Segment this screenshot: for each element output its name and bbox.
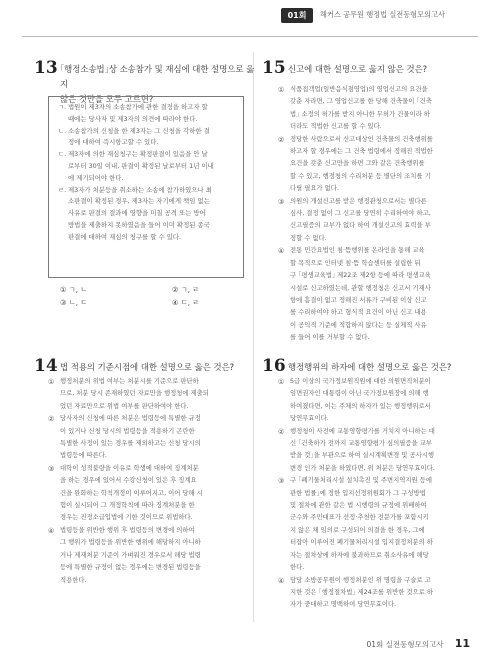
choice-2[interactable]: ② ㄱ, ㄹ — [172, 285, 200, 294]
option-text — [60, 413, 246, 463]
option-line: 법｣ 소정의 허가를 받지 아니한 무허가 건물이라 하 — [290, 110, 430, 118]
option-line: 하고자 할 경우에는 그 건축 법령에서 정해진 적법한 — [290, 148, 433, 156]
option-marker: ② — [48, 415, 55, 424]
option-line: 임면권자인 대통령이 아닌 국가정보원장에 의해 행 — [290, 390, 429, 398]
option-line: 항에 흠결이 없고 정해진 서류가 구비된 이상 신고 — [290, 296, 427, 304]
question-stem: 법 적용의 기준시점에 대한 설명으로 옳은 것은? — [60, 362, 235, 372]
option-text — [60, 525, 246, 587]
option-line: 정할 수 없다. — [290, 234, 327, 242]
answer-option-1[interactable] — [278, 376, 476, 426]
option-line: 신고필증의 교부가 없다 하여 개설신고의 효력을 부 — [290, 222, 431, 230]
option-line: 터잡아 이루어진 폐기물처리시설 입지결정처분의 하 — [290, 539, 433, 547]
answer-option-2[interactable] — [278, 426, 476, 476]
question-14 — [34, 358, 246, 378]
option-line: 거나 제재처분 기준이 가벼워진 경우로서 해당 법령 — [60, 551, 201, 559]
statement-line: 로부터 30일 이내, 판결이 확정된 날로부터 1년 이내 — [68, 161, 214, 170]
option-text — [290, 426, 476, 476]
statement-marker: ㄱ. — [58, 103, 67, 111]
option-marker: ① — [278, 378, 285, 386]
answer-options — [278, 376, 476, 612]
answer-option-4[interactable] — [48, 525, 246, 587]
option-line: 할 목적으로 인터넷 침·뜸 학습센터를 설립한 뒤 — [290, 259, 421, 267]
option-marker: ② — [278, 135, 285, 144]
option-line: 를 수리하여야 하고 형식적 요건이 아닌 신고 내용 — [290, 309, 427, 317]
statement-text — [68, 185, 212, 244]
statement-line: 방법을 제출하지 못하였음을 들어 이미 확정된 종국 — [68, 220, 210, 229]
option-marker: ④ — [278, 247, 285, 256]
option-line: 신 ｢건축하가 전까지 교통영향평가 심의필증을 교부 — [290, 440, 432, 448]
statement-marker: ㄴ. — [58, 126, 67, 135]
option-text — [290, 575, 476, 612]
option-line: 건을 완화하는 학칙개정이 이루어지고, 이어 당해 시 — [60, 489, 203, 497]
question-15 — [262, 60, 482, 80]
option-line: 경우는 진정소급입법에 기한 것이므로 위법하다. — [60, 514, 193, 522]
option-line: 의원의 개설신고를 받은 행정관청으로서는 별다른 — [290, 197, 427, 205]
statement-line: 소송참가의 신청을 한 제3자는 그 신청을 각하한 결 — [68, 126, 210, 135]
option-text — [60, 376, 246, 413]
option-line: 를 들어 이를 거부할 수 없다. — [290, 334, 370, 342]
option-line: 군수와 주민대표가 선정·추천한 전문가를 포함시키 — [290, 514, 429, 522]
answer-option-3[interactable] — [278, 196, 476, 246]
option-line: 자가 중대하고 명백하여 당연무효이다. — [290, 601, 397, 609]
option-line: 할 수 있고, 행정청의 수리처분 등 별단의 조치를 기 — [290, 172, 431, 180]
option-line: 이 있거나 신청 당시의 법령등을 적용하기 곤란한 — [60, 427, 195, 435]
answer-option-4[interactable] — [278, 245, 476, 344]
option-line: 자는 절차상에 하자에 불과하므로 취소사유에 해당 — [290, 551, 429, 559]
option-marker: ① — [48, 378, 55, 386]
option-line: 5급 이상의 국가정보원직원에 대한 의원면직처분이 — [290, 378, 431, 385]
option-line: 관한 법률｣에 정한 입지선정위원회가 그 구성방법 — [290, 489, 426, 497]
footer-label: 01회 실전동형모의고사 — [366, 640, 444, 649]
stem-line: ｢행정소송법｣상 소송참가 및 재심에 대한 설명으로 옳지 — [60, 64, 255, 89]
statement-line: 법원이 제3자의 소송참가에 관한 결정을 하고자 할 — [68, 103, 208, 111]
option-line: 및 절차에 관한 같은 법 시행령의 규정에 위배하여 — [290, 502, 427, 510]
option-text — [60, 463, 246, 525]
option-line: 이 공익적 기준에 적합하지 않다는 등 실체적 사유 — [290, 321, 427, 329]
option-line: 한다. — [290, 564, 305, 572]
question-stem: 행정행위의 하자에 대한 설명으로 옳은 것은? — [288, 362, 452, 372]
option-line: 더라도 적법한 신고를 할 수 있다. — [290, 123, 382, 131]
statement-item — [58, 149, 236, 184]
statement-line: 소판결이 확정된 경우, 제3자는 자기에게 책임 없는 — [68, 197, 210, 206]
option-line: 지한 것은 ｢행정절차법｣ 제24조를 위반한 것으로 하 — [290, 588, 433, 596]
statement-text — [68, 126, 210, 150]
option-line: 갖춘 자라면, 그 영업신고를 한 당해 건축물이 ｢건축 — [290, 98, 432, 106]
option-line: 을 하는 경우에 있어서 수강신청이 있은 후 징계요 — [60, 477, 197, 485]
statement-box — [48, 96, 244, 278]
choice-3[interactable]: ③ ㄴ, ㄷ — [60, 297, 88, 307]
answer-choices — [60, 284, 284, 309]
option-marker: ③ — [48, 464, 55, 473]
option-line: 다릴 필요가 없다. — [290, 185, 339, 193]
option-text — [290, 376, 476, 426]
option-marker: ② — [278, 427, 285, 436]
statement-item — [58, 126, 236, 150]
answer-option-2[interactable] — [278, 134, 476, 196]
option-line: 당연무효이다. — [290, 415, 329, 423]
round-badge: 01회 — [281, 8, 313, 23]
question-16 — [262, 358, 482, 378]
statement-marker: ㄷ. — [58, 150, 67, 159]
question-number: 15 — [262, 58, 286, 78]
option-line: 구 ｢폐기물처리시설 설치촉진 및 주변지역지원 등에 — [290, 477, 432, 485]
option-line: 구 ｢평생교육법｣ 제22조 제2항 등에 따라 평생교육 — [290, 272, 431, 280]
option-marker: ③ — [278, 477, 285, 486]
answer-options — [278, 84, 476, 345]
option-line: 변경 인가 처분을 하였다면, 위 처분은 당연무효이다. — [290, 464, 435, 472]
option-marker: ④ — [278, 576, 285, 585]
option-line: 법령등을 위반한 행위 후 법령등의 변경에 의하여 — [60, 526, 195, 534]
option-line: 등에 특별한 규정이 없는 경우에는 변경된 법령등을 — [60, 564, 201, 572]
option-line: 하여졌다면, 이는 주체의 하자가 있는 행정행위로서 — [290, 402, 431, 410]
option-line: 전통 민간요법인 침·뜸행위를 온라인을 통해 교육 — [290, 247, 425, 255]
answer-option-4[interactable] — [278, 575, 476, 612]
option-marker: ① — [278, 86, 285, 94]
stem-line: 않은 것만을 모두 고르면? — [60, 94, 154, 104]
page-footer — [366, 632, 470, 651]
option-line: 므로, 처분 당시 존재하였던 자료만을 행정청에 제출되 — [60, 390, 209, 398]
statement-item — [58, 185, 236, 244]
option-line: 행정청이 사전에 교통영향평가를 거치지 아니하는 대 — [290, 427, 435, 435]
answer-option-3[interactable] — [48, 463, 246, 525]
header-divider — [22, 36, 478, 37]
option-marker: ③ — [278, 197, 285, 206]
option-text — [290, 196, 476, 246]
option-line: 었던 자료만으로 위법 여부를 판단하여야 한다. — [60, 402, 189, 410]
question-stem: 신고에 대한 설명으로 옳지 않은 것은? — [288, 64, 428, 74]
option-text — [290, 134, 476, 196]
option-line: 적용한다. — [60, 576, 87, 584]
option-line: 행정처분의 위법 여부는 처분시를 기준으로 판단하 — [60, 378, 199, 385]
option-line: 험이 실시되어 그 개정학칙에 따라 징계처분을 한 — [60, 502, 195, 510]
option-line: 심사, 결정 없이 그 신고를 당연히 수리하여야 하고, — [290, 210, 431, 218]
option-line: 당사자의 신청에 따른 처분은 법령등에 특별한 규정 — [60, 415, 201, 423]
statement-line: 판결에 대하여 재심의 청구를 할 수 있다. — [68, 232, 181, 241]
option-text — [290, 84, 476, 134]
page-header — [0, 0, 500, 40]
statement-text — [68, 102, 208, 126]
option-line: 요건을 갖춘 신고만을 하면 그와 같은 건축행위를 — [290, 160, 425, 168]
statement-text — [68, 149, 214, 184]
choice-4[interactable]: ④ ㄷ, ㄹ — [172, 297, 200, 307]
answer-option-3[interactable] — [278, 475, 476, 574]
statement-line: 사유로 판결의 결과에 영향을 미칠 공격 또는 방어 — [68, 209, 206, 218]
option-text — [290, 245, 476, 344]
question-number: 14 — [34, 356, 58, 376]
option-line: 그 행위가 법령등을 위반한 행위에 해당하지 아니하 — [60, 539, 201, 547]
answer-option-1[interactable] — [278, 84, 476, 134]
option-line: 대학이 성적불량을 이유로 학생에 대하여 징계처분 — [60, 464, 199, 472]
question-number: 13 — [34, 58, 58, 78]
page-number: 11 — [454, 637, 470, 650]
answer-option-2[interactable] — [48, 413, 246, 463]
statement-line: 에 제기되어야 한다. — [68, 173, 124, 182]
option-line: 법령등에 따른다. — [60, 452, 107, 460]
answer-options — [48, 376, 246, 587]
option-marker: ④ — [48, 526, 55, 535]
option-line: 받을 것｣을 부관으로 하여 실시계획변경 및 공사시행 — [290, 452, 434, 460]
option-line: 특별한 사정이 있는 경우를 제외하고는 신청 당시의 — [60, 440, 201, 448]
option-line: 시설로 신고하였는데, 관할 행정청은 신고서 기재사 — [290, 284, 431, 292]
statement-marker: ㄹ. — [58, 185, 67, 194]
answer-option-1[interactable] — [48, 376, 246, 413]
option-line: 지 않은 채 임의로 구성되어 의결을 한 경우, 그에 — [290, 526, 425, 534]
book-title: 해커스 공무원 행정법 실전동형모의고사 — [320, 10, 445, 19]
statement-line: 정에 대하여 즉시항고할 수 있다. — [68, 138, 159, 147]
statement-item — [58, 102, 236, 126]
statement-line: 때에는 당사자 및 제3자의 의견에 따라야 한다. — [68, 114, 198, 123]
question-number: 16 — [262, 356, 286, 376]
choice-1[interactable]: ① ㄱ, ㄴ — [60, 285, 88, 294]
option-line: 정당한 사람으로서 신고대상인 건축물의 건축행위를 — [290, 135, 433, 143]
column-divider — [253, 52, 254, 622]
option-line: 식품접객업(일반음식점영업)의 영업신고의 요건을 — [290, 86, 428, 93]
option-line: 담당 소방공무원이 행정처분인 위 명령을 구술로 고 — [290, 576, 431, 584]
statement-line: 제3자에 의한 재심청구는 확정판결이 있음을 안 날 — [68, 150, 208, 159]
statement-line: 제3자가 처분등을 취소하는 소송에 참가하였으나 최 — [68, 185, 212, 194]
option-text — [290, 475, 476, 574]
